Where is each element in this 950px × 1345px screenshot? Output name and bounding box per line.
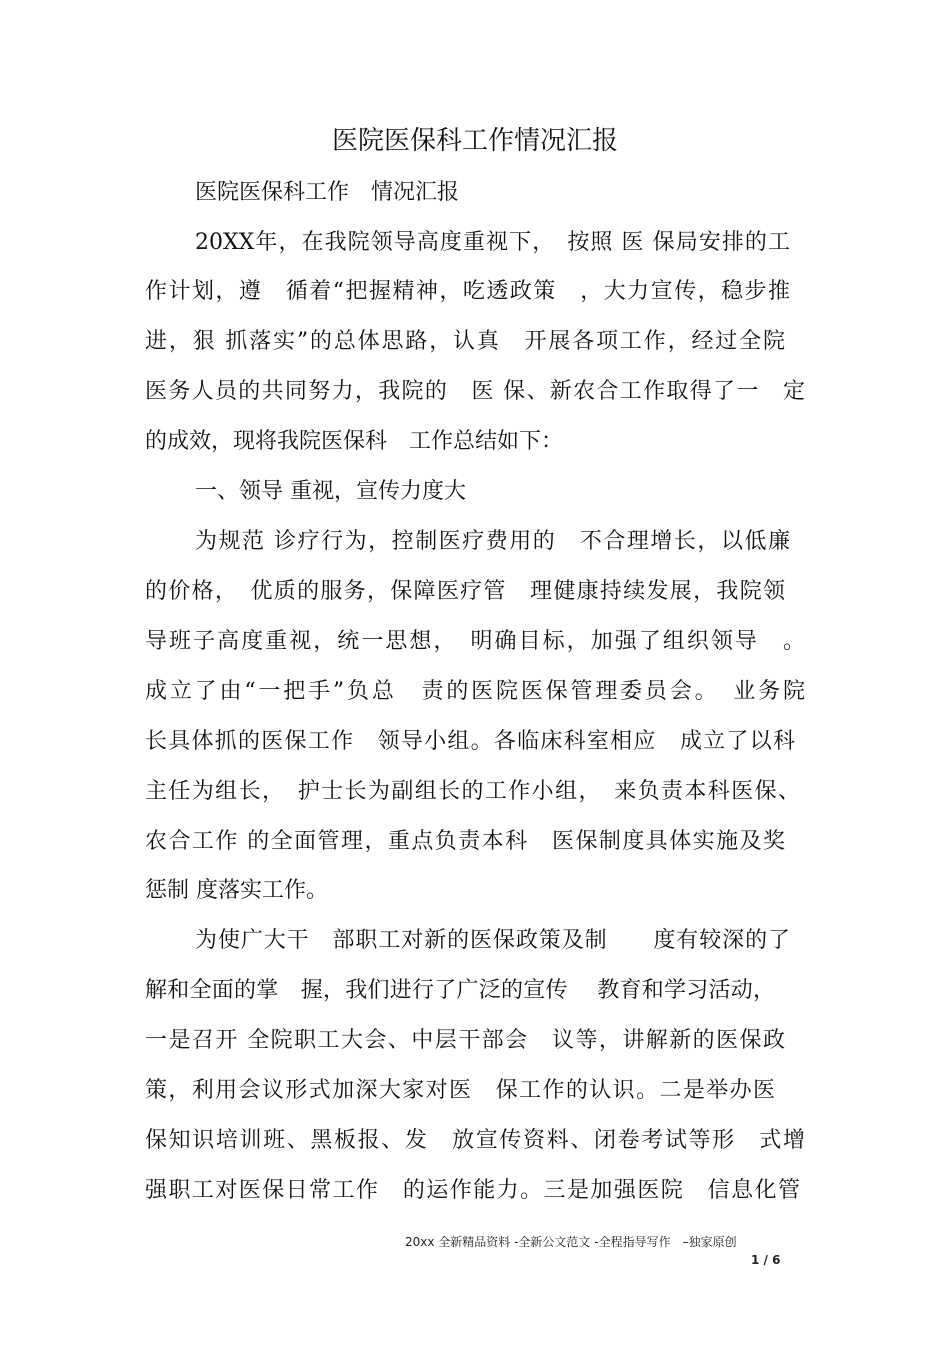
document-title: 医院医保科工作情况汇报 xyxy=(331,126,618,156)
section-heading: 一、领导 重视，宣传力度大 xyxy=(195,479,466,504)
paragraph-line: 导班子高度重视，统一思想， 明确目标，加强了组织领导 。 xyxy=(145,629,805,654)
paragraph-line: 的价格， 优质的服务，保障医疗管 理健康持续发展，我院领 xyxy=(145,579,785,604)
paragraph-line: 作计划，遵 循着“把握精神，吃透政策 ，大力宣传，稳步推 xyxy=(145,279,790,304)
paragraph-line: 强职工对医保日常工作 的运作能力。三是加强医院 信息化管 xyxy=(145,1178,800,1203)
paragraph-line: 的成效，现将我院医保科 工作总结如下： xyxy=(145,429,564,454)
paragraph-line: 医务人员的共同努力，我院的 医 保、新农合工作取得了一 定 xyxy=(145,379,805,404)
paragraph-line: 20XX年，在我院领导高度重视下， 按照 医 保局安排的工 xyxy=(195,230,790,255)
paragraph-line: 成立了由“一把手”负总 责的医院医保管理委员会。 业务院 xyxy=(145,679,805,704)
paragraph-line: 主任为组长， 护士长为副组长的工作小组， 来负责本科医保、 xyxy=(145,779,800,804)
paragraph-line: 为规范 诊疗行为，控制医疗费用的 不合理增长，以低廉 xyxy=(195,529,790,554)
paragraph-line: 保知识培训班、黑板报、发 放宣传资料、闭卷考试等形 式增 xyxy=(145,1128,805,1153)
paragraph-line: 为使广大干 部职工对新的医保政策及制 度有较深的了 xyxy=(195,928,790,953)
paragraph-line: 策，利用会议形式加深大家对医 保工作的认识。二是举办医 xyxy=(145,1078,775,1103)
paragraph-line: 长具体抓的医保工作 领导小组。各临床科室相应 成立了以科 xyxy=(145,729,795,754)
page-number: 1 / 6 xyxy=(751,1253,781,1267)
paragraph-line: 解和全面的掌 握，我们进行了广泛的宣传 教育和学习活动， xyxy=(145,978,775,1003)
document-subtitle: 医院医保科工作 情况汇报 xyxy=(195,180,460,205)
paragraph-line: 进，狠 抓落实”的总体思路，认真 开展各项工作，经过全院 xyxy=(145,329,785,354)
paragraph-line: 一是召开 全院职工大会、中层干部会 议等，讲解新的医保政 xyxy=(145,1028,785,1053)
paragraph-line: 农合工作 的全面管理，重点负责本科 医保制度具体实施及奖 xyxy=(145,829,785,854)
paragraph-line: 惩制 度落实工作。 xyxy=(145,878,328,903)
footer-text: 20xx 全新精品资料 -全新公文范文 -全程指导写作 –独家原创 xyxy=(405,1235,737,1249)
